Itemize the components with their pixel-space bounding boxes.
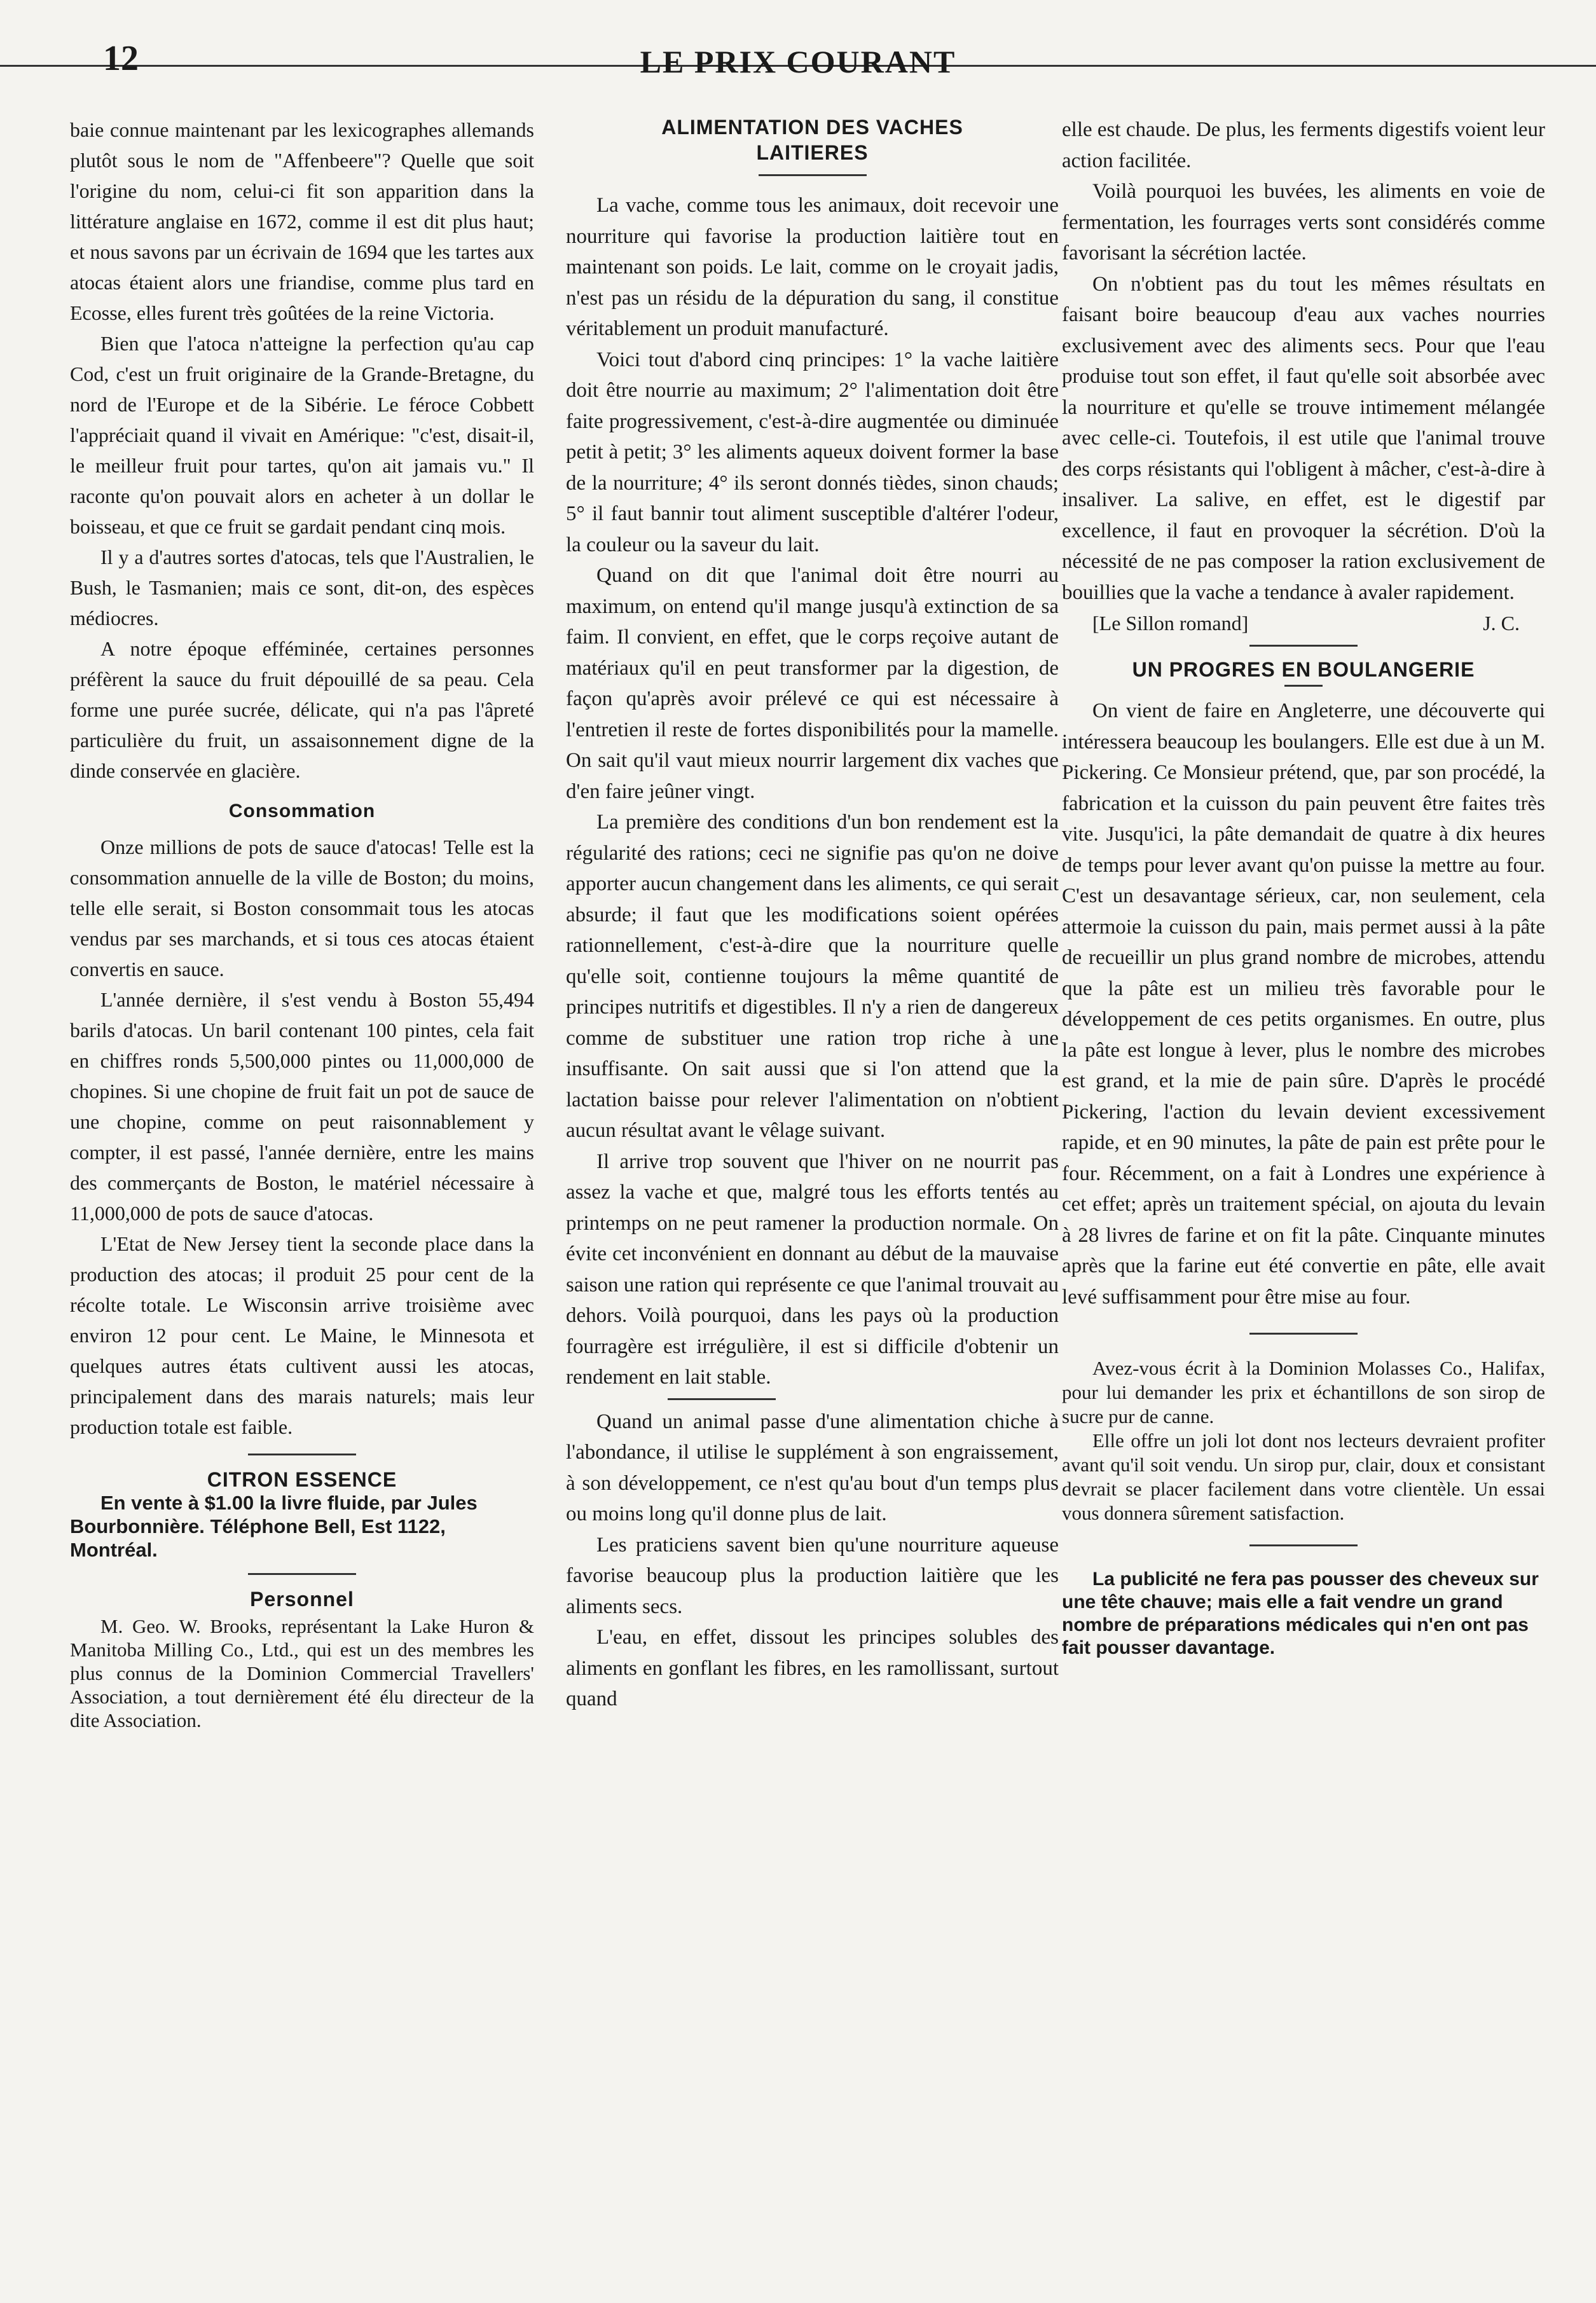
article-paragraph: baie connue maintenant par les lexicographes allemands plutôt sous le nom de "Affenbeere"? Quelle que soit l'origine du nom, celui-ci fit son apparition dans la littérature anglaise en 1672, comme il est dit plus haut; et nous savons par un écrivain de 1694 que les tartes aux atocas étaient alors une friandise, comme plus tard en Ecosse, elles furent très goûtées de la reine Victoria. xyxy=(70,118,534,324)
section-heading-progres: UN PROGRES EN BOULANGERIE xyxy=(1132,658,1475,681)
molasses-notice xyxy=(1062,1356,1545,1525)
article-paragraph: A notre époque efféminée, certaines personnes préfèrent la sauce du fruit dépouillé de sa peau. Cela forme une purée sucrée, délicate, qui n'a pas l'âpreté particulière du fruit, un assaisonnement digne de la dinde conservée en glacière. xyxy=(70,637,534,782)
article-paragraph: La vache, comme tous les animaux, doit recevoir une nourriture qui favorise la production laitière tout en maintenant son poids. Le lait, comme on le croyait jadis, n'est pas un résidu de la dépuration du sang, il constitue véritablement un produit manufacturé. xyxy=(566,194,1059,340)
article-paragraph: L'Etat de New Jersey tient la seconde place dans la production des atocas; il produit 25 pour cent de la récolte totale. Le Wisconsin arrive troisième avec environ 12 pour cent. Le Maine, le Minnesota et quelques autres états cultivent aussi les atocas, principalement dans des marais naturels; mais leur production totale est faible. xyxy=(70,1232,534,1438)
article-paragraph: Bien que l'atoca n'atteigne la perfection qu'au cap Cod, c'est un fruit originaire de la Grande-Bretagne, du nord de l'Europe et de la Sibérie. Le féroce Cobbett l'appréciait quand il vivait en Amérique: "c'est, disait-il, le meilleur fruit pour tartes, qu'on ait jamais vu." Il raconte qu'on pouvait alors en acheter à un dollar le boisseau, et que ce fruit se gardait pendant cinq mois. xyxy=(70,332,534,538)
page-number: 12 xyxy=(103,39,139,78)
article-paragraph: Onze millions de pots de sauce d'atocas! Telle est la consommation annuelle de la ville de Boston; du moins, telle elle serait, si Boston consommait tous les atocas vendus par ses marchands, et si tous ces atocas étaient convertis en sauce. xyxy=(70,835,534,980)
article-paragraph: Voilà pourquoi les buvées, les aliments en voie de fermentation, les fourrages verts sont considérés comme favorisant la sécrétion lactée. xyxy=(1062,180,1545,265)
section-divider xyxy=(668,1398,776,1400)
section-divider xyxy=(1249,645,1358,647)
section-divider xyxy=(759,174,867,176)
section-heading-personnel: Personnel xyxy=(250,1588,354,1611)
column-left xyxy=(70,114,534,1732)
article-paragraph: La première des conditions d'un bon rendement est la régularité des rations; ceci ne signifie pas qu'on ne doive apporter aucun changement dans les aliments, ce qui serait absurde; il faut que les modifications soient opérées rationnellement, c'est-à-dire que la nourriture quelle qu'elle soit, contienne toujours la même quantité de principes nutritifs et digestibles. Il n'y a rien de dangereux comme de substituer une ration trop riche à une insuffisante. On sait aussi que si l'on attend que la lactation baisse pour relever l'alimentation on n'obtient aucun résultat avant le vêlage suivant. xyxy=(566,811,1059,1142)
article-heading-alimentation: ALIMENTATION DES VACHES LAITIERES xyxy=(661,116,963,164)
column-right xyxy=(1062,114,1545,1660)
article-paragraph: Il arrive trop souvent que l'hiver on ne nourrit pas assez la vache et que, malgré tous les efforts tentés au printemps on ne peut ramener la production normale. On évite cet inconvénient en donnant au début de la mauvaise saison une ration qui représente ce que l'animal trouvait au dehors. Voilà pourquoi, dans les pays où la production fourragère est irrégulière, il est si difficile d'obtenir un rendement en lait stable. xyxy=(566,1150,1059,1389)
personnel-paragraph: M. Geo. W. Brooks, représentant la Lake Huron & Manitoba Milling Co., Ltd., qui est un des membres les plus connus de la Dominion Commercial Travellers' Association, a tout dernièrement été élu directeur de la dite Association. xyxy=(70,1615,534,1731)
molasses-paragraph: Elle offre un joli lot dont nos lecteurs devraient profiter avant qu'il soit vendu. Un sirop pur, clair, doux et consistant devrait se placer facilement dans votre clientèle. Un essai vous donnera sûrement satisfaction. xyxy=(1062,1429,1545,1524)
article-paragraph: On n'obtient pas du tout les mêmes résultats en faisant boire beaucoup d'eau aux vaches nourries exclusivement avec des aliments secs. Pour que l'eau produise tout son effet, il faut qu'elle soit absorbée avec la nourriture et qu'elle se trouve intimement mélangée avec celle-ci. Toutefois, il est utile que l'animal trouve des corps résistants qui l'obligent à mâcher, c'est-à-dire à insaliver. La salive, en effet, est le digestif par excellence, il faut en provoquer la sécrétion. D'où la nécessité de ne pas composer la ration exclusivement de bouillies que la vache a tendance à avaler rapidement. xyxy=(1062,272,1545,604)
signature-source: [Le Sillon romand] xyxy=(1092,612,1249,635)
article-paragraph: elle est chaude. De plus, les ferments digestifs voient leur action facilitée. xyxy=(1062,118,1545,172)
signature-initials: J. C. xyxy=(1483,612,1520,635)
section-divider xyxy=(1249,1544,1358,1546)
article-paragraph: Les praticiens savent bien qu'une nourriture aqueuse favorise beaucoup plus la production laitière que les aliments secs. xyxy=(566,1533,1059,1618)
section-heading-consommation: Consommation xyxy=(228,801,376,822)
article-paragraph: Voici tout d'abord cinq principes: 1° la vache laitière doit être nourrie au maximum; 2° l'alimentation doit être faite progressivement, c'est-à-dire augmentée ou diminuée petit à petit; 3° les aliments aqueux doivent former la base de la nourriture; 4° ils seront donnés tièdes, sinon chauds; 5° il faut bannir tout aliment susceptible d'altérer l'odeur, la couleur ou la saveur du lait. xyxy=(566,348,1059,556)
section-divider xyxy=(1249,1333,1358,1335)
section-divider xyxy=(1284,685,1323,687)
article-paragraph: L'eau, en effet, dissout les principes solubles des aliments en gonflant les fibres, en les ramollissant, surtout quand xyxy=(566,1626,1059,1710)
molasses-paragraph: Avez-vous écrit à la Dominion Molasses Co., Halifax, pour lui demander les prix et échantillons de son sirop de sucre pur de canne. xyxy=(1062,1357,1545,1427)
citron-ad-body: En vente à $1.00 la livre fluide, par Jules Bourbonnière. Téléphone Bell, Est 1122, Montréal. xyxy=(70,1492,478,1561)
article-paragraph: Quand on dit que l'animal doit être nourri au maximum, on entend qu'il mange jusqu'à extinction de sa faim. Il convient, en effet, que le corps reçoive autant de matériaux qu'il en peut transformer par la digestion, de façon qu'après avoir prélevé ce qui est nécessaire à l'entretien il reste de fortes disponibilités pour la mamelle. On sait qu'il vaut mieux nourrir largement dix vaches que d'en faire jeûner vingt. xyxy=(566,564,1059,803)
column-middle xyxy=(566,114,1059,1715)
section-heading-citron: CITRON ESSENCE xyxy=(207,1468,397,1491)
section-divider xyxy=(248,1454,356,1455)
section-divider xyxy=(248,1573,356,1575)
publicite-ad: La publicité ne fera pas pousser des cheveux sur une tête chauve; mais elle a fait vendre un grand nombre de préparations médicales qui n'en ont pas fait pousser davantage. xyxy=(1062,1569,1539,1658)
article-signature xyxy=(1062,608,1545,638)
article-paragraph: L'année dernière, il s'est vendu à Boston 55,494 barils d'atocas. Un baril contenant 100 pintes, cela fait en chiffres ronds 5,500,000 pintes ou 11,000,000 de chopines. Si une chopine de fruit fait un pot de sauce de une chopine, comme on peut raisonnablement y compter, il est passé, l'année dernière, entre les mains des commerçants de Boston, le matériel nécessaire à 11,000,000 de pots de sauce d'atocas. xyxy=(70,988,534,1225)
article-paragraph: Quand un animal passe d'une alimentation chiche à l'abondance, il utilise le supplément à son engraissement, à son développement, ce n'est qu'au bout d'un temps plus ou moins long qu'il donne plus de lait. xyxy=(566,1410,1059,1525)
article-paragraph: Il y a d'autres sortes d'atocas, tels que l'Australien, le Bush, le Tasmanien; mais ce sont, dit-on, des espèces médiocres. xyxy=(70,546,534,629)
page-title: LE PRIX COURANT xyxy=(640,44,956,79)
article-paragraph: On vient de faire en Angleterre, une découverte qui intéressera beaucoup les boulangers. Elle est due à un M. Pickering. Ce Monsieur prétend, que, par son procédé, la fabrication et la cuisson du pain peuvent être faites très vite. Jusqu'ici, la pâte demandait de quatre à dix heures de temps pour lever avant qu'on puisse la mettre au four. C'est un desavantage sérieux, car, non seulement, cela attermoie la cuisson du pain, mais permet aussi à la pâte de recueillir un plus grand nombre de microbes, attendu que la pâte est un milieu très favorable pour le développement de ces petits organismes. En outre, plus la pâte est longue à lever, plus le nombre des microbes est grand, et la mie de pain sûre. D'après le procédé Pickering, l'action du levain devient excessivement rapide, et en 90 minutes, la pâte de pain est prête pour le four. Récemment, on a fait à Londres une expérience à cet effet; après un traitement spécial, on ajouta du levain à 28 livres de farine et on fit la pâte. Cinquante minutes après que la farine eut été convertie en pâte, elle avait levé suffisamment pour être mise au four. xyxy=(1062,699,1545,1309)
